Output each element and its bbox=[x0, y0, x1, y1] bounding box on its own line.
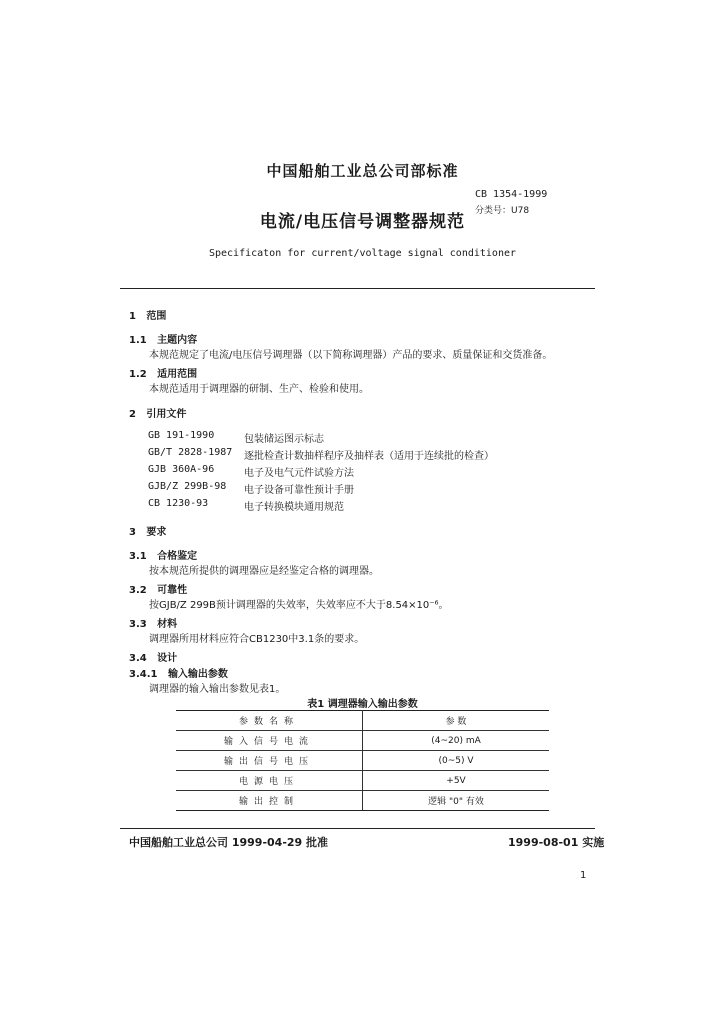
table-row bbox=[176, 791, 549, 811]
reference-code: CB 1230-93 bbox=[148, 498, 209, 509]
section-heading: 设计 bbox=[157, 653, 178, 664]
approval-note: 中国船舶工业总公司 1999-04-29 批准 bbox=[129, 836, 329, 849]
section-3 bbox=[129, 523, 166, 538]
section-3-1-text: 按本规范所提供的调理器应是经鉴定合格的调理器。 bbox=[149, 566, 379, 577]
section-heading: 材料 bbox=[157, 619, 178, 630]
section-1-2-text: 本规范适用于调理器的研制、生产、检验和使用。 bbox=[149, 384, 369, 395]
table-caption: 表1 调理器输入输出参数 bbox=[307, 699, 418, 710]
reference-code: GJB 360A-96 bbox=[148, 464, 215, 475]
reference-item bbox=[148, 498, 208, 509]
reference-item bbox=[148, 481, 226, 492]
parameters-table bbox=[176, 710, 549, 811]
section-heading: 范围 bbox=[146, 311, 167, 322]
reference-title: 逐批检查计数抽样程序及抽样表（适用于连续批的检查） bbox=[244, 451, 494, 462]
table-row bbox=[176, 771, 549, 791]
section-number: 3 bbox=[129, 527, 136, 538]
table-cell: (4~20) mA bbox=[363, 731, 550, 751]
table-cell: (0~5) V bbox=[363, 751, 550, 771]
reference-title: 包装储运图示标志 bbox=[244, 434, 324, 445]
section-3-4 bbox=[129, 649, 177, 664]
section-number: 1.2 bbox=[129, 369, 147, 380]
section-heading: 主题内容 bbox=[157, 335, 198, 346]
table-cell: +5V bbox=[363, 771, 550, 791]
section-1 bbox=[129, 307, 166, 322]
section-number: 1 bbox=[129, 311, 136, 322]
reference-item bbox=[148, 447, 232, 458]
section-3-1 bbox=[129, 547, 197, 562]
org-standard-heading: 中国船舶工业总公司部标准 bbox=[266, 162, 459, 180]
table-row bbox=[176, 731, 549, 751]
section-2 bbox=[129, 405, 186, 420]
standard-code: CB 1354-1999 bbox=[475, 189, 548, 200]
section-3-2 bbox=[129, 581, 187, 596]
section-number: 2 bbox=[129, 409, 136, 420]
document-subtitle-english: Specificaton for current/voltage signal conditioner bbox=[208, 248, 517, 259]
section-number: 3.4 bbox=[129, 653, 147, 664]
reference-title: 电子及电气元件试验方法 bbox=[244, 468, 354, 479]
footer-rule bbox=[120, 828, 595, 829]
table-header-row bbox=[176, 711, 549, 731]
section-heading: 适用范围 bbox=[157, 369, 198, 380]
reference-title: 电子设备可靠性预计手册 bbox=[244, 485, 354, 496]
table-cell: 电源电压 bbox=[176, 771, 363, 791]
reference-item bbox=[148, 430, 214, 441]
reference-code: GJB/Z 299B-98 bbox=[148, 481, 227, 492]
table-row bbox=[176, 751, 549, 771]
section-heading: 输入输出参数 bbox=[167, 669, 228, 680]
classification-number: 分类号：U78 bbox=[475, 206, 530, 216]
table-header-cell: 参数名称 bbox=[176, 711, 363, 731]
section-3-3-text: 调理器所用材料应符合CB1230中3.1条的要求。 bbox=[149, 634, 365, 645]
reference-item bbox=[148, 464, 214, 475]
section-heading: 引用文件 bbox=[146, 409, 187, 420]
section-3-3 bbox=[129, 615, 177, 630]
section-heading: 要求 bbox=[146, 527, 167, 538]
table-header-cell: 参 数 bbox=[363, 711, 550, 731]
reference-title: 电子转换模块通用规范 bbox=[244, 502, 344, 513]
section-3-4-1-text: 调理器的输入输出参数见表1。 bbox=[149, 684, 286, 695]
section-1-1 bbox=[129, 331, 197, 346]
page-number: 1 bbox=[580, 870, 587, 881]
section-heading: 合格鉴定 bbox=[157, 551, 198, 562]
section-number: 3.4.1 bbox=[129, 669, 158, 680]
document-title: 电流/电压信号调整器规范 bbox=[259, 212, 466, 232]
reference-code: GB 191-1990 bbox=[148, 430, 215, 441]
section-1-1-text: 本规范规定了电流/电压信号调理器（以下简称调理器）产品的要求、质量保证和交货准备。 bbox=[149, 350, 553, 361]
table-cell: 输出信号电压 bbox=[176, 751, 363, 771]
table-cell: 输出控制 bbox=[176, 791, 363, 811]
header-rule bbox=[120, 288, 595, 289]
section-1-2 bbox=[129, 365, 197, 380]
reference-code: GB/T 2828-1987 bbox=[148, 447, 233, 458]
table-cell: 逻辑 "0" 有效 bbox=[363, 791, 550, 811]
section-3-2-text: 按GJB/Z 299B预计调理器的失效率，失效率应不大于8.54×10⁻⁶。 bbox=[149, 600, 449, 611]
section-heading: 可靠性 bbox=[157, 585, 188, 596]
section-3-4-1 bbox=[129, 665, 228, 680]
section-number: 3.3 bbox=[129, 619, 147, 630]
section-number: 3.1 bbox=[129, 551, 147, 562]
section-number: 3.2 bbox=[129, 585, 147, 596]
section-number: 1.1 bbox=[129, 335, 147, 346]
implementation-date: 1999-08-01 实施 bbox=[508, 836, 605, 849]
table-cell: 输入信号电流 bbox=[176, 731, 363, 751]
